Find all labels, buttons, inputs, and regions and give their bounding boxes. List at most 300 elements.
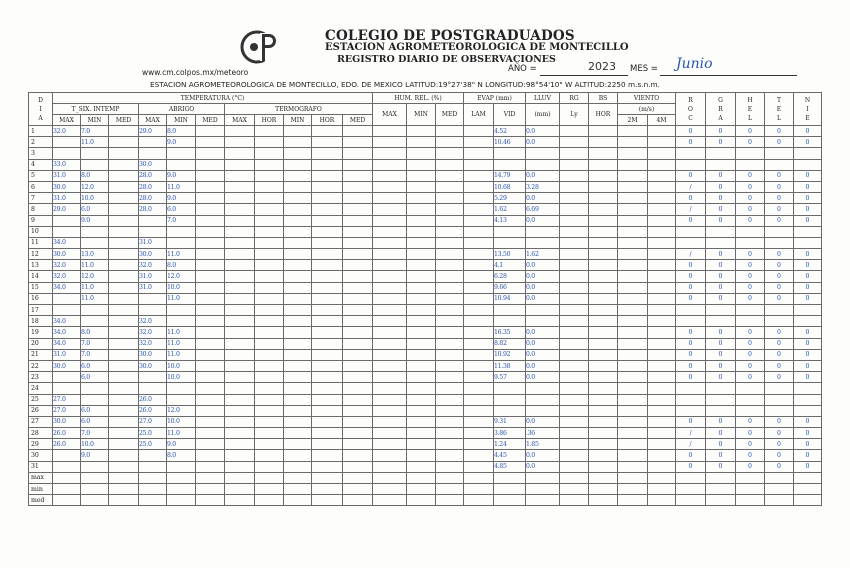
empty-cell bbox=[407, 416, 436, 427]
empty-cell bbox=[255, 159, 284, 170]
empty-cell bbox=[312, 495, 343, 506]
empty-cell bbox=[343, 495, 373, 506]
header-row-1 bbox=[29, 93, 822, 104]
amax-cell: 25.0 bbox=[139, 428, 167, 439]
empty-cell bbox=[648, 428, 676, 439]
empty-cell bbox=[589, 383, 618, 394]
empty-cell bbox=[373, 428, 407, 439]
empty-cell bbox=[560, 428, 589, 439]
empty-cell bbox=[373, 416, 407, 427]
empty-cell bbox=[589, 215, 618, 226]
station-subtitle: ESTACION AGROMETEOROLOGICA DE MONTECILLO bbox=[325, 42, 629, 53]
n-cell: 0 bbox=[794, 338, 822, 349]
amin-cell bbox=[167, 226, 196, 237]
vid-cell: 9.31 bbox=[494, 416, 526, 427]
empty-cell bbox=[648, 472, 676, 483]
empty-cell bbox=[464, 338, 494, 349]
tmin-cell: 13.0 bbox=[81, 249, 109, 260]
empty-cell bbox=[109, 237, 139, 248]
empty-cell bbox=[255, 226, 284, 237]
bs-hor-header: HOR bbox=[589, 104, 618, 126]
r-cell: / bbox=[676, 428, 706, 439]
empty-cell bbox=[196, 159, 225, 170]
empty-cell bbox=[167, 472, 196, 483]
empty-cell bbox=[407, 439, 436, 450]
amax-cell: 32.0 bbox=[139, 327, 167, 338]
empty-cell bbox=[312, 428, 343, 439]
h-cell: 0 bbox=[736, 439, 765, 450]
empty-cell bbox=[109, 495, 139, 506]
t-cell bbox=[765, 305, 794, 316]
h-cell bbox=[736, 405, 765, 416]
table-row bbox=[29, 137, 822, 148]
empty-cell bbox=[648, 338, 676, 349]
lluv-cell: 0.0 bbox=[526, 293, 560, 304]
amin-cell bbox=[167, 461, 196, 472]
tmax-cell: 32.0 bbox=[53, 271, 81, 282]
tmin-cell: 8.0 bbox=[81, 327, 109, 338]
empty-cell bbox=[196, 405, 225, 416]
empty-cell bbox=[648, 349, 676, 360]
empty-cell bbox=[255, 249, 284, 260]
empty-cell bbox=[407, 316, 436, 327]
empty-cell bbox=[343, 327, 373, 338]
tmin-cell: 7.0 bbox=[81, 338, 109, 349]
empty-cell bbox=[436, 428, 464, 439]
empty-cell bbox=[436, 394, 464, 405]
empty-cell bbox=[560, 215, 589, 226]
n-cell: 0 bbox=[794, 215, 822, 226]
t-six-header: T_SIX. INTEMP bbox=[53, 104, 139, 115]
n-cell bbox=[794, 405, 822, 416]
termografo-header: TERMOGRAFO bbox=[225, 104, 373, 115]
table-row bbox=[29, 372, 822, 383]
empty-cell bbox=[284, 215, 312, 226]
empty-cell bbox=[373, 282, 407, 293]
empty-cell bbox=[196, 495, 225, 506]
day-cell: 14 bbox=[29, 271, 53, 282]
empty-cell bbox=[589, 305, 618, 316]
empty-cell bbox=[255, 394, 284, 405]
empty-cell bbox=[196, 316, 225, 327]
tel-header: T E L bbox=[765, 93, 794, 126]
empty-cell bbox=[373, 372, 407, 383]
empty-cell bbox=[373, 170, 407, 181]
empty-cell bbox=[343, 439, 373, 450]
empty-cell bbox=[196, 305, 225, 316]
empty-cell bbox=[589, 137, 618, 148]
n-cell: 0 bbox=[794, 416, 822, 427]
empty-cell bbox=[109, 461, 139, 472]
empty-cell bbox=[343, 316, 373, 327]
empty-cell bbox=[255, 282, 284, 293]
empty-cell bbox=[225, 170, 255, 181]
r-cell: 0 bbox=[676, 450, 706, 461]
empty-cell bbox=[464, 237, 494, 248]
tmin-cell bbox=[81, 237, 109, 248]
lluv-cell bbox=[526, 305, 560, 316]
r-cell: 0 bbox=[676, 193, 706, 204]
empty-cell bbox=[196, 204, 225, 215]
termo-min-header: MIN bbox=[284, 115, 312, 126]
empty-cell bbox=[589, 204, 618, 215]
empty-cell bbox=[648, 204, 676, 215]
empty-cell bbox=[284, 405, 312, 416]
tmax-cell bbox=[53, 293, 81, 304]
t-cell: 0 bbox=[765, 372, 794, 383]
amin-cell: 11.0 bbox=[167, 249, 196, 260]
empty-cell bbox=[464, 193, 494, 204]
amax-cell bbox=[139, 293, 167, 304]
amax-cell: 31.0 bbox=[139, 237, 167, 248]
empty-cell bbox=[464, 405, 494, 416]
empty-cell bbox=[407, 215, 436, 226]
empty-cell bbox=[312, 159, 343, 170]
tmax-cell: 29.0 bbox=[53, 204, 81, 215]
n-cell: 0 bbox=[794, 193, 822, 204]
empty-cell bbox=[284, 237, 312, 248]
vid-cell: 4.85 bbox=[494, 461, 526, 472]
empty-cell bbox=[464, 260, 494, 271]
empty-cell bbox=[109, 226, 139, 237]
empty-cell bbox=[196, 394, 225, 405]
empty-cell bbox=[109, 394, 139, 405]
empty-cell bbox=[343, 271, 373, 282]
empty-cell bbox=[648, 405, 676, 416]
t-cell: 0 bbox=[765, 193, 794, 204]
empty-cell bbox=[648, 137, 676, 148]
table-row bbox=[29, 193, 822, 204]
table-row bbox=[29, 293, 822, 304]
tmin-cell bbox=[81, 394, 109, 405]
empty-cell bbox=[109, 137, 139, 148]
empty-cell bbox=[284, 349, 312, 360]
empty-cell bbox=[109, 383, 139, 394]
table-row bbox=[29, 394, 822, 405]
empty-cell bbox=[109, 126, 139, 137]
r-cell: 0 bbox=[676, 372, 706, 383]
empty-cell bbox=[225, 193, 255, 204]
t-cell: 0 bbox=[765, 181, 794, 192]
empty-cell bbox=[109, 484, 139, 495]
empty-cell bbox=[464, 428, 494, 439]
day-cell: 23 bbox=[29, 372, 53, 383]
amin-cell bbox=[167, 305, 196, 316]
t-cell: 0 bbox=[765, 260, 794, 271]
empty-cell bbox=[343, 249, 373, 260]
wind-units-header: (m/s) bbox=[618, 104, 676, 115]
amin-cell: 8.0 bbox=[167, 126, 196, 137]
empty-cell bbox=[255, 215, 284, 226]
empty-cell bbox=[618, 305, 648, 316]
tmax-cell bbox=[53, 305, 81, 316]
empty-cell bbox=[765, 472, 794, 483]
empty-cell bbox=[407, 305, 436, 316]
empty-cell bbox=[53, 484, 81, 495]
tmax-cell: 34.0 bbox=[53, 316, 81, 327]
empty-cell bbox=[618, 338, 648, 349]
empty-cell bbox=[589, 472, 618, 483]
g-cell: 0 bbox=[706, 126, 736, 137]
tmax-cell: 30.0 bbox=[53, 181, 81, 192]
g-cell: 0 bbox=[706, 271, 736, 282]
empty-cell bbox=[407, 126, 436, 137]
r-cell: / bbox=[676, 439, 706, 450]
day-cell: 11 bbox=[29, 237, 53, 248]
empty-cell bbox=[560, 159, 589, 170]
empty-cell bbox=[407, 193, 436, 204]
empty-cell bbox=[464, 450, 494, 461]
empty-cell bbox=[560, 484, 589, 495]
vid-cell: 5.29 bbox=[494, 193, 526, 204]
amax-cell: 30.0 bbox=[139, 159, 167, 170]
tmax-cell: 34.0 bbox=[53, 237, 81, 248]
t-cell: 0 bbox=[765, 338, 794, 349]
amax-cell: 30.0 bbox=[139, 349, 167, 360]
lluv-mm-header: (mm) bbox=[526, 104, 560, 126]
empty-cell bbox=[407, 226, 436, 237]
table-row bbox=[29, 439, 822, 450]
empty-cell bbox=[648, 148, 676, 159]
lluv-cell bbox=[526, 237, 560, 248]
empty-cell bbox=[560, 338, 589, 349]
table-row bbox=[29, 181, 822, 192]
empty-cell bbox=[225, 349, 255, 360]
h-cell: 0 bbox=[736, 137, 765, 148]
n-cell bbox=[794, 237, 822, 248]
empty-cell bbox=[312, 260, 343, 271]
empty-cell bbox=[109, 305, 139, 316]
empty-cell bbox=[618, 293, 648, 304]
empty-cell bbox=[560, 170, 589, 181]
empty-cell bbox=[464, 249, 494, 260]
empty-cell bbox=[343, 282, 373, 293]
empty-cell bbox=[464, 159, 494, 170]
empty-cell bbox=[494, 472, 526, 483]
empty-cell bbox=[196, 137, 225, 148]
lluv-header: LLUV bbox=[526, 93, 560, 104]
empty-cell bbox=[343, 472, 373, 483]
r-cell bbox=[676, 237, 706, 248]
empty-cell bbox=[196, 461, 225, 472]
empty-cell bbox=[464, 383, 494, 394]
t-cell bbox=[765, 226, 794, 237]
vid-cell: 1.62 bbox=[494, 204, 526, 215]
empty-cell bbox=[284, 316, 312, 327]
empty-cell bbox=[225, 249, 255, 260]
h-cell: 0 bbox=[736, 293, 765, 304]
empty-cell bbox=[464, 215, 494, 226]
empty-cell bbox=[255, 349, 284, 360]
empty-cell bbox=[464, 472, 494, 483]
empty-cell bbox=[225, 439, 255, 450]
empty-cell bbox=[648, 226, 676, 237]
empty-cell bbox=[436, 249, 464, 260]
tmax-cell: 26.0 bbox=[53, 428, 81, 439]
g-cell: 0 bbox=[706, 215, 736, 226]
empty-cell bbox=[312, 439, 343, 450]
r-cell: 0 bbox=[676, 349, 706, 360]
empty-cell bbox=[343, 148, 373, 159]
empty-cell bbox=[589, 439, 618, 450]
empty-cell bbox=[794, 484, 822, 495]
tmin-cell: 8.0 bbox=[81, 170, 109, 181]
empty-cell bbox=[196, 484, 225, 495]
amax-cell bbox=[139, 450, 167, 461]
n-cell: 0 bbox=[794, 428, 822, 439]
empty-cell bbox=[109, 327, 139, 338]
amax-cell: 29.0 bbox=[139, 126, 167, 137]
empty-cell bbox=[494, 495, 526, 506]
empty-cell bbox=[648, 484, 676, 495]
day-cell: 22 bbox=[29, 360, 53, 371]
empty-cell bbox=[196, 226, 225, 237]
empty-cell bbox=[284, 360, 312, 371]
n-cell bbox=[794, 148, 822, 159]
table-row bbox=[29, 237, 822, 248]
colpos-logo bbox=[240, 30, 280, 64]
empty-cell bbox=[407, 137, 436, 148]
day-cell: 28 bbox=[29, 428, 53, 439]
empty-cell bbox=[648, 293, 676, 304]
empty-cell bbox=[373, 316, 407, 327]
empty-cell bbox=[343, 383, 373, 394]
empty-cell bbox=[464, 461, 494, 472]
n-cell: 0 bbox=[794, 170, 822, 181]
empty-cell bbox=[407, 495, 436, 506]
amax-cell: 26.0 bbox=[139, 405, 167, 416]
empty-cell bbox=[560, 495, 589, 506]
amax-cell: 26.0 bbox=[139, 394, 167, 405]
empty-cell bbox=[464, 170, 494, 181]
empty-cell bbox=[196, 282, 225, 293]
month-value: Junio bbox=[676, 56, 713, 72]
empty-cell bbox=[407, 159, 436, 170]
tmax-cell bbox=[53, 215, 81, 226]
lluv-cell: 0.0 bbox=[526, 215, 560, 226]
tmin-cell: 7.0 bbox=[81, 126, 109, 137]
r-cell: 0 bbox=[676, 338, 706, 349]
empty-cell bbox=[109, 170, 139, 181]
termo-hor2-header: HOR bbox=[312, 115, 343, 126]
amin-cell: 9.0 bbox=[167, 137, 196, 148]
empty-cell bbox=[225, 148, 255, 159]
tmax-cell: 27.0 bbox=[53, 394, 81, 405]
empty-cell bbox=[255, 416, 284, 427]
tmax-cell bbox=[53, 148, 81, 159]
empty-cell bbox=[706, 472, 736, 483]
day-cell: 2 bbox=[29, 137, 53, 148]
empty-cell bbox=[284, 394, 312, 405]
tsix-max-header: MAX bbox=[53, 115, 81, 126]
table-row bbox=[29, 126, 822, 137]
empty-cell bbox=[618, 204, 648, 215]
empty-cell bbox=[618, 159, 648, 170]
day-header: D I A bbox=[29, 93, 53, 126]
t-cell bbox=[765, 383, 794, 394]
vid-cell bbox=[494, 394, 526, 405]
tmin-cell bbox=[81, 305, 109, 316]
h-cell: 0 bbox=[736, 126, 765, 137]
table-row bbox=[29, 327, 822, 338]
empty-cell bbox=[407, 360, 436, 371]
t-cell bbox=[765, 237, 794, 248]
empty-cell bbox=[196, 249, 225, 260]
day-cell: 25 bbox=[29, 394, 53, 405]
empty-cell bbox=[139, 472, 167, 483]
empty-cell bbox=[560, 416, 589, 427]
empty-cell bbox=[648, 181, 676, 192]
empty-cell bbox=[436, 193, 464, 204]
rdc-header: R O C bbox=[676, 93, 706, 126]
t-cell: 0 bbox=[765, 170, 794, 181]
h-cell: 0 bbox=[736, 271, 765, 282]
empty-cell bbox=[436, 495, 464, 506]
termo-max-header: MAX bbox=[225, 115, 255, 126]
amin-cell: 11.0 bbox=[167, 327, 196, 338]
empty-cell bbox=[343, 204, 373, 215]
empty-cell bbox=[109, 405, 139, 416]
rg-ly-header: Ly bbox=[560, 104, 589, 126]
termo-med-header: MED bbox=[343, 115, 373, 126]
h-cell: 0 bbox=[736, 461, 765, 472]
lluv-cell: 1.85 bbox=[526, 439, 560, 450]
empty-cell bbox=[618, 360, 648, 371]
amin-cell: 10.0 bbox=[167, 372, 196, 383]
h-cell: 0 bbox=[736, 249, 765, 260]
empty-cell bbox=[109, 450, 139, 461]
empty-cell bbox=[53, 495, 81, 506]
evap-lam-header: LAM bbox=[464, 104, 494, 126]
empty-cell bbox=[139, 484, 167, 495]
h-cell: 0 bbox=[736, 416, 765, 427]
empty-cell bbox=[407, 394, 436, 405]
empty-cell bbox=[436, 170, 464, 181]
empty-cell bbox=[109, 316, 139, 327]
tmax-cell: 27.0 bbox=[53, 405, 81, 416]
table-row bbox=[29, 316, 822, 327]
empty-cell bbox=[618, 237, 648, 248]
empty-cell bbox=[255, 338, 284, 349]
tmax-cell: 33.0 bbox=[53, 159, 81, 170]
empty-cell bbox=[373, 137, 407, 148]
table-row bbox=[29, 249, 822, 260]
vid-cell: 1.24 bbox=[494, 439, 526, 450]
t-cell: 0 bbox=[765, 126, 794, 137]
empty-cell bbox=[618, 181, 648, 192]
empty-cell bbox=[284, 305, 312, 316]
day-cell: 20 bbox=[29, 338, 53, 349]
t-cell: 0 bbox=[765, 360, 794, 371]
vid-cell bbox=[494, 226, 526, 237]
r-cell: / bbox=[676, 204, 706, 215]
humidity-header: HUM. REL. (%) bbox=[373, 93, 464, 104]
empty-cell bbox=[109, 260, 139, 271]
abrigo-max-header: MAX bbox=[139, 115, 167, 126]
empty-cell bbox=[407, 383, 436, 394]
empty-cell bbox=[436, 293, 464, 304]
r-cell: 0 bbox=[676, 137, 706, 148]
empty-cell bbox=[255, 360, 284, 371]
day-cell: 29 bbox=[29, 439, 53, 450]
empty-cell bbox=[343, 181, 373, 192]
empty-cell bbox=[436, 204, 464, 215]
amax-cell bbox=[139, 137, 167, 148]
r-cell bbox=[676, 159, 706, 170]
empty-cell bbox=[436, 327, 464, 338]
h-cell bbox=[736, 316, 765, 327]
lluv-cell: 0.0 bbox=[526, 349, 560, 360]
